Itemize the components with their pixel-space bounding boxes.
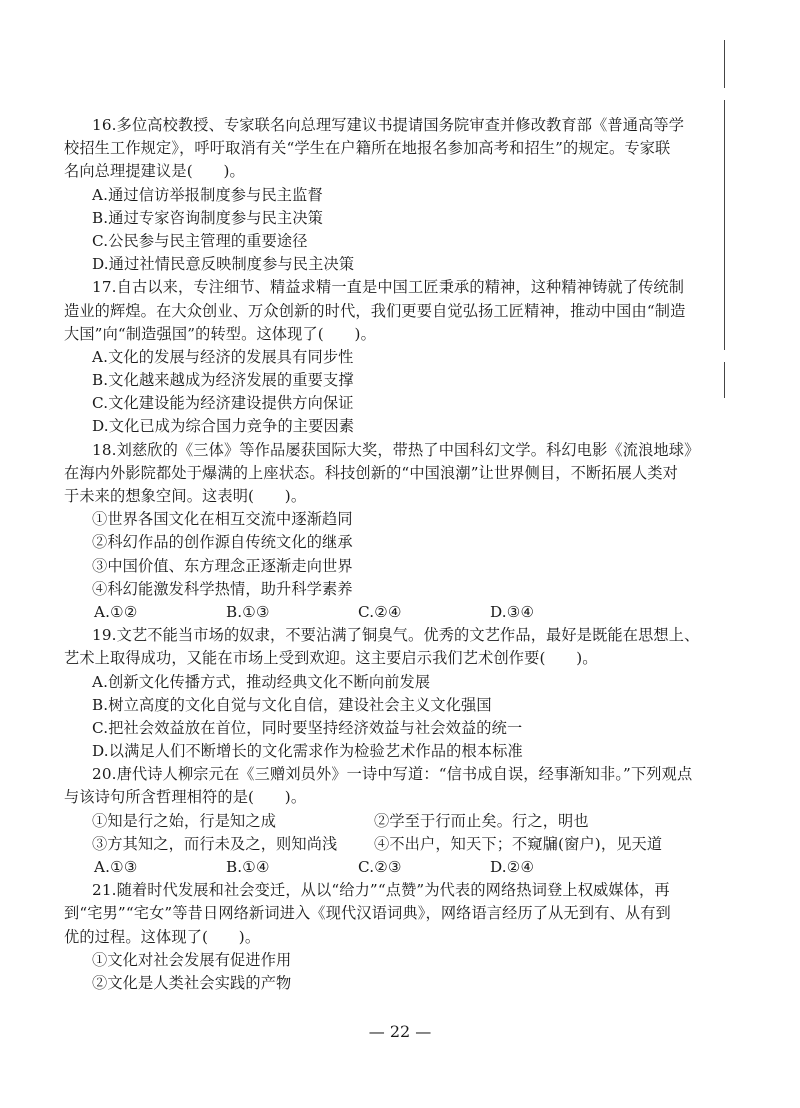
question-stem: 优的过程。这体现了( )。 xyxy=(64,927,261,946)
question-20 xyxy=(64,763,724,879)
statement-2: ②科幻作品的创作源自传统文化的继承 xyxy=(92,533,353,552)
choice-d: D.③④ xyxy=(490,602,535,621)
question-stem: 17.自古以来，专注细节、精益求精一直是中国工匠秉承的精神，这种精神铸就了传统制 xyxy=(92,278,685,297)
statement-1: ①文化对社会发展有促进作用 xyxy=(92,950,292,969)
margin-rule xyxy=(724,362,725,398)
statement-3: ③中国价值、东方理念正逐渐走向世界 xyxy=(92,556,353,575)
question-16 xyxy=(64,114,724,276)
question-stem: 校招生工作规定》，呼吁取消有关“学生在户籍所在地报名参加高考和招生”的规定。专家联 xyxy=(64,139,671,158)
question-stem: 名向总理提建议是( )。 xyxy=(64,162,245,181)
statement-1: ①世界各国文化在相互交流中逐渐趋同 xyxy=(92,510,353,529)
question-stem: 20.唐代诗人柳宗元在《三赠刘员外》一诗中写道：“信书成自误，经事渐知非。”下列观点 xyxy=(92,765,693,784)
statement-row xyxy=(64,833,724,856)
option-b: B.通过专家咨询制度参与民主决策 xyxy=(92,208,324,227)
statement-1: ①知是行之始，行是知之成 xyxy=(92,811,277,830)
question-stem: 造业的辉煌。在大众创业、万众创新的时代，我们更要自觉弘扬工匠精神，推动中国由“制造 xyxy=(64,301,686,320)
statement-2: ②学至于行而止矣。行之，明也 xyxy=(374,811,589,830)
question-stem: 大国”向“制造强国”的转型。这体现了( )。 xyxy=(64,324,376,343)
question-17 xyxy=(64,276,724,438)
option-d: D.文化已成为综合国力竞争的主要因素 xyxy=(92,417,355,436)
option-a: A.创新文化传播方式，推动经典文化不断向前发展 xyxy=(92,672,431,691)
question-stem: 在海内外影院都处于爆满的上座状态。科技创新的“中国浪潮”让世界侧目，不断拓展人类对 xyxy=(64,463,678,482)
option-a: A.文化的发展与经济的发展具有同步性 xyxy=(92,347,354,366)
question-stem: 21.随着时代发展和社会变迁，从以“给力”“点赞”为代表的网络热词登上权威媒体，再 xyxy=(92,881,670,900)
option-c: C.文化建设能为经济建设提供方向保证 xyxy=(92,394,354,413)
choice-d: D.②④ xyxy=(490,858,535,876)
statement-row xyxy=(64,810,724,833)
option-a: A.通过信访举报制度参与民主监督 xyxy=(92,185,323,204)
option-d: D.以满足人们不断增长的文化需求作为检验艺术作品的根本标准 xyxy=(92,742,523,761)
question-stem: 到“宅男”“宅女”等昔日网络新词进入《现代汉语词典》，网络语言经历了从无到有、从有到 xyxy=(64,904,671,923)
choice-a: A.①② xyxy=(94,602,138,621)
statement-4: ④不出户，知天下；不窥牖(窗户)，见天道 xyxy=(374,834,663,853)
question-stem: 与该诗句所含哲理相符的是( )。 xyxy=(64,788,307,807)
choice-a: A.①③ xyxy=(94,858,138,876)
option-c: C.把社会效益放在首位，同时要坚持经济效益与社会效益的统一 xyxy=(92,718,523,737)
statement-3: ③方其知之，而行未及之，则知尚浅 xyxy=(92,834,338,853)
question-21 xyxy=(64,879,724,995)
question-stem: 19.文艺不能当市场的奴隶，不要沾满了铜臭气。优秀的文艺作品，最好是既能在思想上、 xyxy=(92,626,700,645)
question-stem: 艺术上取得成功，又能在市场上受到欢迎。这主要启示我们艺术创作要( )。 xyxy=(64,649,598,668)
choice-c: C.②④ xyxy=(358,602,402,621)
question-18 xyxy=(64,439,724,625)
choice-b: B.①④ xyxy=(226,858,270,876)
answer-choices xyxy=(64,601,724,624)
answer-choices xyxy=(64,856,724,879)
statement-2: ②文化是人类社会实践的产物 xyxy=(92,973,292,992)
question-stem: 18.刘慈欣的《三体》等作品屡获国际大奖，带热了中国科幻文学。科幻电影《流浪地球》 xyxy=(92,440,700,459)
option-c: C.公民参与民主管理的重要途径 xyxy=(92,231,308,250)
question-stem: 于未来的想象空间。这表明( )。 xyxy=(64,487,307,505)
option-b: B.文化越来越成为经济发展的重要支撑 xyxy=(92,371,354,390)
choice-b: B.①③ xyxy=(226,602,270,621)
page-number: — 22 — xyxy=(368,1022,432,1041)
margin-rule xyxy=(724,100,725,350)
choice-c: C.②③ xyxy=(358,858,402,876)
question-stem: 16.多位高校教授、专家联名向总理写建议书提请国务院审查并修改教育部《普通高等学 xyxy=(92,116,685,134)
option-b: B.树立高度的文化自觉与文化自信，建设社会主义文化强国 xyxy=(92,695,492,714)
question-19 xyxy=(64,624,724,763)
option-d: D.通过社情民意反映制度参与民主决策 xyxy=(92,255,355,274)
statement-4: ④科幻能激发科学热情，助升科学素养 xyxy=(92,579,353,598)
margin-rule xyxy=(724,40,725,88)
question-list xyxy=(64,114,724,995)
